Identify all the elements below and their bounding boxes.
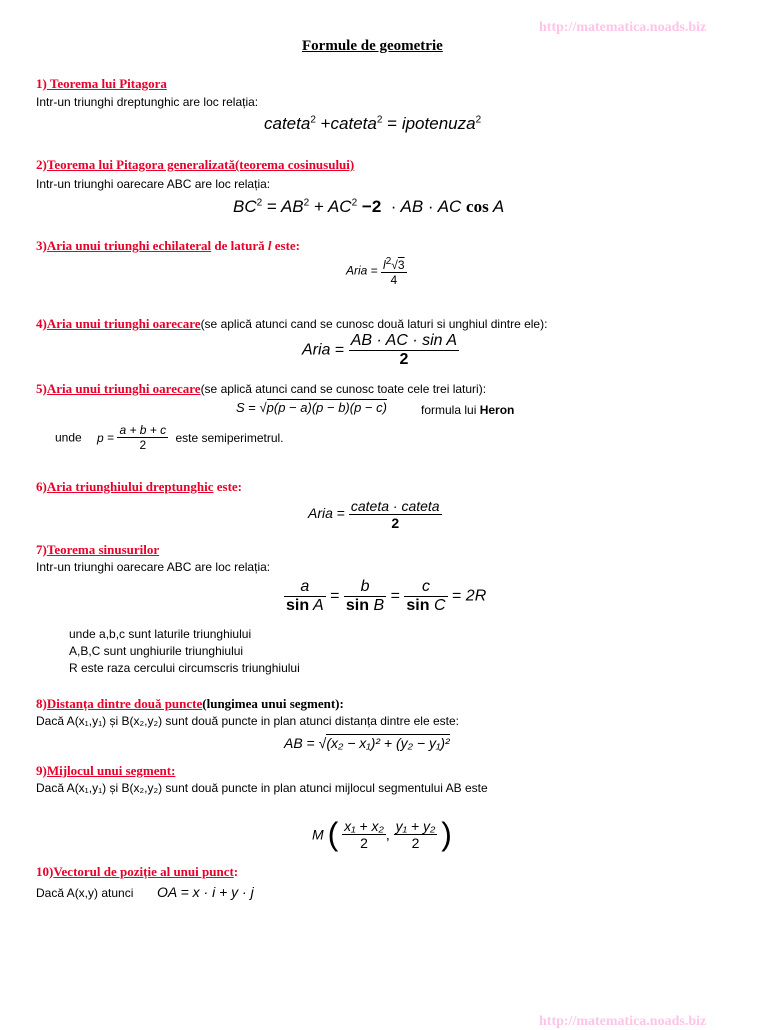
semiperimeter-note: unde p = $\frac{a + b + c}{2}$ este semiperimetrul.	[55, 423, 284, 452]
section-2-heading: 2)Teorema lui Pitagora generalizată(teorema cosinusului)	[36, 157, 355, 172]
sine-law-note-3: R este raza cercului circumscris triunghiului	[69, 661, 300, 675]
section-9-text: Dacă A(x₁,y₁) și B(x₂,y₂) sunt două puncte in plan atunci mijlocul segmentului AB este	[36, 781, 488, 795]
watermark-top: http://matematica.noads.biz	[539, 20, 707, 35]
section-7-heading: 7)Teorema sinusurilor	[36, 542, 160, 557]
sine-law-formula: $\frac{a}{\text{sin A}}$ = $\frac{b}{\text{sin B}}$ = $\frac{c}{\text{sin C}}$ = 2R	[286, 578, 487, 614]
distance-formula: AB = √(x₂ − x₁)² + (y₂ − y₁)²	[284, 735, 450, 751]
section-9-heading: 9)Mijlocul unui segment:	[36, 763, 176, 778]
heron-label: formula lui Heron	[421, 403, 515, 417]
equilateral-area-formula: Aria = $\frac{l^2√3}{4}$	[346, 256, 405, 287]
section-1-text: Intr-un triunghi dreptunghic are loc relația:	[36, 95, 259, 109]
section-10-text: Dacă A(x,y) atunci	[36, 886, 134, 900]
section-2-text: Intr-un triunghi oarecare ABC are loc relația:	[36, 177, 271, 191]
heron-formula: S = √p(p − a)(p − b)(p − c)	[236, 400, 387, 415]
sine-law-note-2: A,B,C sunt unghiurile triunghiului	[69, 644, 244, 658]
midpoint-formula: M ( $\frac{\text{x₁ + x₂}}{2}$ , $\frac{\text{y₁ + y₂}}{2}$ )	[312, 816, 452, 852]
section-8-heading: 8)Distanța dintre două puncte(lungimea unui segment):	[36, 696, 344, 711]
section-4-heading: 4)Aria unui triunghi oarecare(se aplică atunci cand se cunosc două laturi si unghiul dintre ele):	[36, 316, 548, 331]
right-triangle-area-formula: Aria = $\frac{\text{cateta · cateta}}{2}$	[308, 498, 440, 531]
sine-law-note-1: unde a,b,c sunt laturile triunghiului	[69, 627, 252, 641]
page-title: Formule de geometrie	[302, 38, 443, 54]
cosine-law-formula: $BC^2 = AB^2 + AC^2 -2$ · AB · AC cos A	[233, 197, 505, 216]
pythagoras-formula: cateta$^2$ +cateta$^2$ = ipotenuza$^2$	[264, 114, 482, 133]
section-1-heading: 1) Teorema lui Pitagora	[36, 76, 167, 91]
triangle-area-sin-formula: Aria = $\frac{\text{AB · AC · sin A}}{2}$	[302, 332, 458, 368]
section-3-heading: 3)Aria unui triunghi echilateral de latură l este:	[36, 238, 300, 253]
section-5-heading: 5)Aria unui triunghi oarecare(se aplică atunci cand se cunosc toate cele trei laturi):	[36, 381, 487, 396]
section-10-heading: 10)Vectorul de poziție al unui punct:	[36, 864, 239, 879]
section-8-text: Dacă A(x₁,y₁) și B(x₂,y₂) sunt două puncte in plan atunci distanța dintre ele este:	[36, 714, 459, 728]
section-6-heading: 6)Aria triunghiului dreptunghic este:	[36, 479, 242, 494]
section-7-text: Intr-un triunghi oarecare ABC are loc relația:	[36, 560, 271, 574]
watermark-bottom: http://matematica.noads.biz	[539, 1014, 707, 1029]
position-vector-formula: OA = x · i + y · j	[157, 884, 254, 900]
